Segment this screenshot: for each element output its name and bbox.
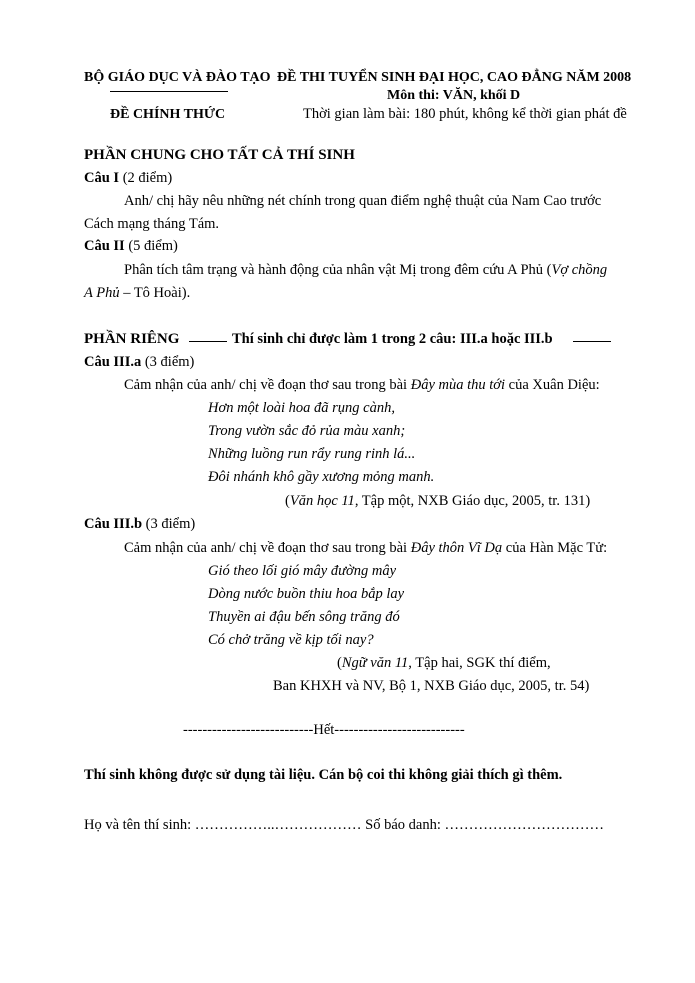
q3a-source [285,493,590,510]
separate-dash-left [189,341,227,342]
q3a-intro [124,377,600,394]
q3b-poem-line: Gió theo lối gió mây đường mây [208,563,397,579]
exam-note: Thí sinh không được sử dụng tài liệu. Cán bộ coi thi không giải thích gì thêm. [84,767,563,783]
q2-line2 [84,285,190,302]
q3a-points: (3 điểm) [141,354,195,370]
q3b-source-rest: , Tập hai, SGK thí điểm, [408,655,551,671]
q3a-label: Câu III.a [84,354,142,370]
q3b-source [337,655,551,672]
q2-header [84,238,178,255]
q2-line2-text: – Tô Hoài). [119,285,191,301]
q3b-header [84,516,195,533]
q3b-label: Câu III.b [84,516,143,532]
q2-points: (5 điểm) [124,238,178,254]
q3a-source-open: ( [285,493,290,509]
q3a-poem-line: Đôi nhánh khô gầy xương mỏng manh. [208,469,435,485]
q3b-intro-pre: Cảm nhận của anh/ chị về đoạn thơ sau trong bài [124,540,411,556]
q3b-points: (3 điểm) [142,516,196,532]
q3b-intro-post: của Hàn Mặc Tử: [502,540,608,556]
end-mark: ---------------------------Hết--------------------------- [183,722,465,738]
q3b-source-book: Ngữ văn 11 [341,655,409,671]
exam-time: Thời gian làm bài: 180 phút, không kể thời gian phát đề [303,106,627,122]
q3b-poem-line: Thuyền ai đậu bến sông trăng đó [208,609,400,625]
official-label: ĐỀ CHÍNH THỨC [110,107,226,122]
separate-dash-right [573,341,611,342]
ministry-underline [110,91,228,92]
q3a-source-book: Văn học 11 [289,493,355,509]
q3b-poem-line: Dòng nước buồn thiu hoa bắp lay [208,586,405,602]
q3a-intro-pre: Cảm nhận của anh/ chị về đoạn thơ sau trong bài [124,377,411,393]
q2-line1-italic: Vợ chồng [551,262,608,278]
candidate-info: Họ và tên thí sinh: ……………..……………… Số báo danh: …………………………… [84,817,604,833]
q3a-source-rest: , Tập một, NXB Giáo dục, 2005, tr. 131) [354,493,591,509]
ministry-name: BỘ GIÁO DỤC VÀ ĐÀO TẠO [84,70,271,85]
q1-line1: Anh/ chị hãy nêu những nét chính trong quan điểm nghệ thuật của Nam Cao trước [124,193,602,209]
q1-line2: Cách mạng tháng Tám. [84,216,220,232]
q2-line1 [124,262,607,279]
q3a-poem-line: Hơn một loài hoa đã rụng cành, [208,400,395,416]
q2-line1-text: Phân tích tâm trạng và hành động của nhân vật Mị trong đêm cứu A Phủ ( [124,262,552,278]
q3b-source-open: ( [337,655,342,671]
exam-title: ĐỀ THI TUYỂN SINH ĐẠI HỌC, CAO ĐẲNG NĂM 2008 [277,70,632,85]
q2-line2-italic: A Phủ [84,285,120,301]
exam-subject: Môn thi: VĂN, khối D [387,88,521,103]
q3b-intro [124,540,607,557]
common-heading: PHẦN CHUNG CHO TẤT CẢ THÍ SINH [84,147,355,163]
q3b-poem-title: Đây thôn Vĩ Dạ [410,540,503,556]
separate-heading: PHẦN RIÊNG [84,331,180,347]
q3a-intro-post: của Xuân Diệu: [505,377,600,393]
q3a-poem-line: Trong vườn sắc đỏ rủa màu xanh; [208,423,406,439]
q3b-poem-line: Có chở trăng về kịp tối nay? [208,632,374,648]
q1-label: Câu I [84,170,120,186]
q3a-poem-line: Những luồng run rẩy rung rinh lá... [208,446,416,462]
separate-instruction: Thí sinh chỉ được làm 1 trong 2 câu: III.a hoặc III.b [232,331,553,347]
q3b-source-line2: Ban KHXH và NV, Bộ 1, NXB Giáo dục, 2005, tr. 54) [273,678,590,694]
q1-points: (2 điểm) [119,170,173,186]
q3a-header [84,354,194,371]
q2-label: Câu II [84,238,125,254]
q1-header [84,170,172,187]
q3a-poem-title: Đây mùa thu tới [410,377,506,393]
